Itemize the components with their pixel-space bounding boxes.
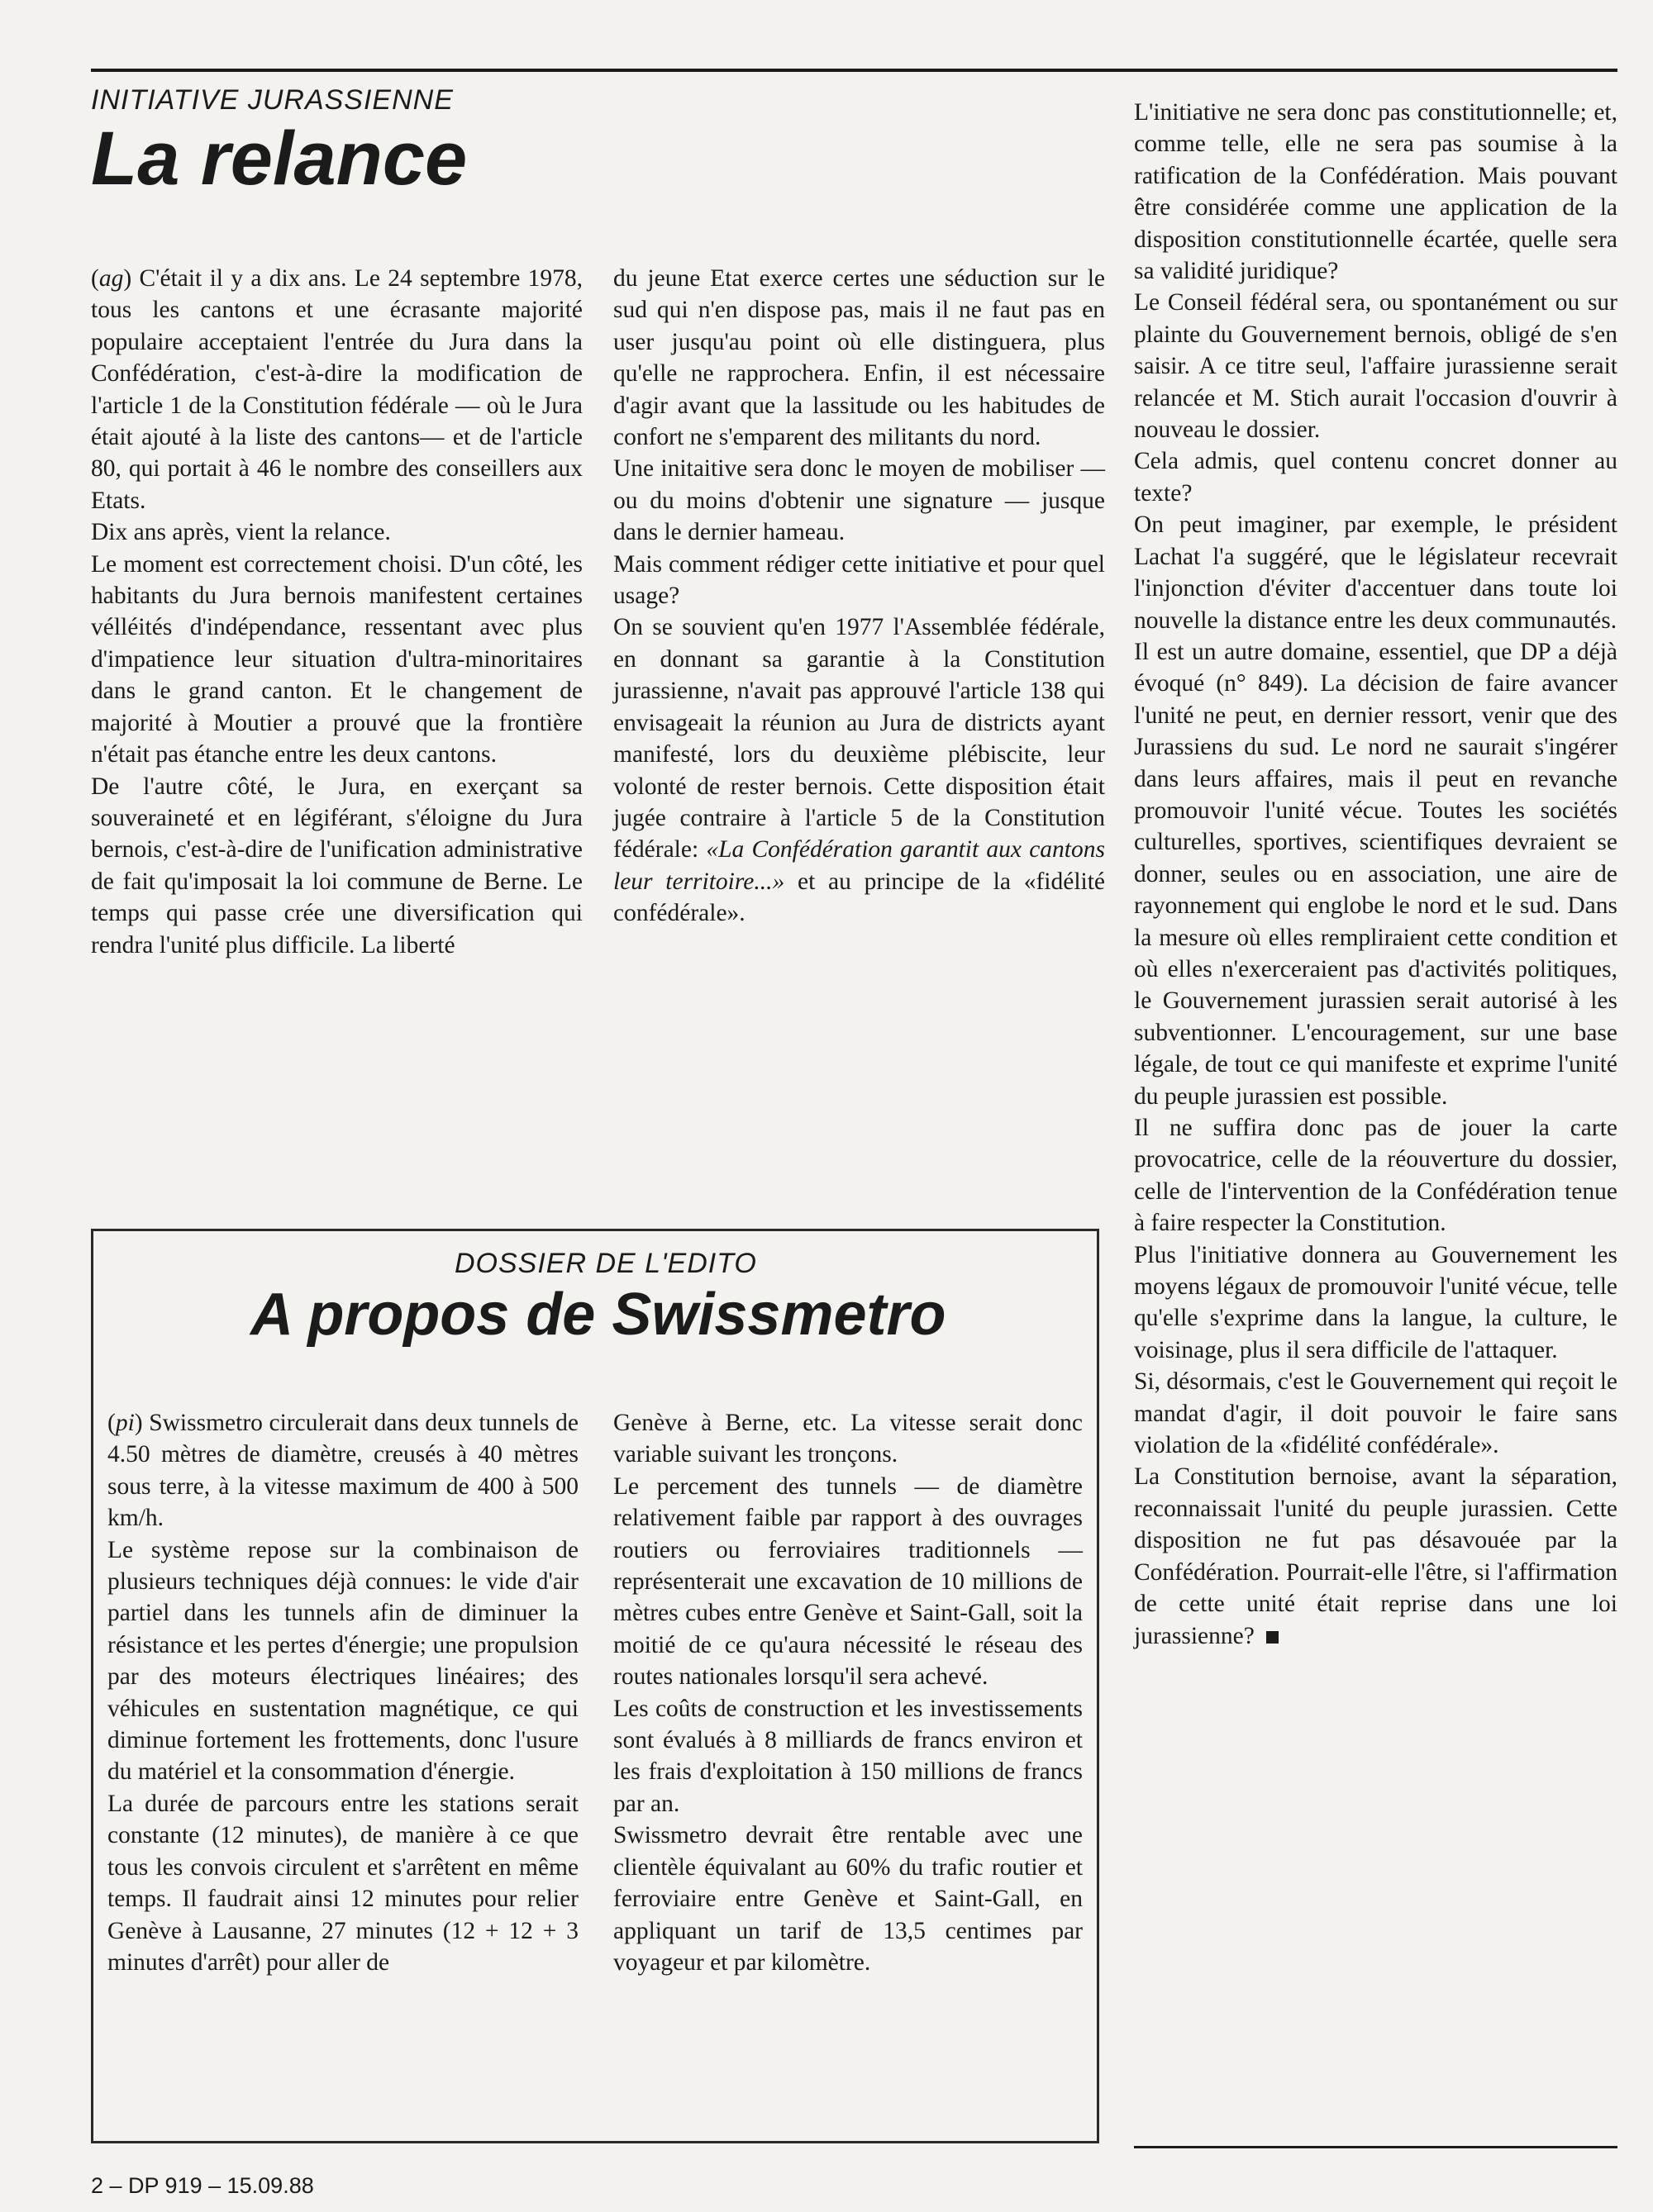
paragraph [613,1693,1083,1820]
article1-title: La relance [91,117,468,201]
paragraph: (ag) C'était il y a dix ans. Le 24 septembre 1978, tous les cantons et une écrasante majorité populaire acceptaient l'entrée du Jura dans la Confédération, c'est-à-dire la modification de l'article 1 de la Constitution fédérale — où le Jura était ajouté à la liste des cantons— et de l'article 80, qui portait à 46 le nombre des conseillers aux Etats. [91,265,583,514]
article2-kicker: DOSSIER DE L'EDITO [455,1248,757,1279]
paragraph [613,611,1105,929]
paragraph [91,516,583,548]
article1-column-1 [91,263,583,961]
paragraph [1134,1461,1617,1651]
author-initials: pi [115,1410,135,1436]
end-of-article-mark [1266,1631,1279,1644]
paragraph-text: Le moment est correctement choisi. D'un côté, les habitants du Jura bernois manifestent certaines vélléités d'indépendance, ressentant avec plus d'impatience leur situation d'ultra-minoritaires dans le grand canton. Et le changement de majorité à Moutier a prouvé que la frontière n'était pas étanche entre les deux cantons. [91,550,583,768]
paragraph-text: Dix ans après, vient la relance. [91,519,391,546]
paragraph [613,1820,1083,1978]
paragraph-text: Une initaitive sera donc le moyen de mobiliser — ou du moins d'obtenir une signature — jusque dans le dernier hameau. [613,455,1105,546]
paragraph [91,549,583,771]
paragraph-text: du jeune Etat exerce certes une séduction sur le sud qui n'en dispose pas, mais il ne faut pas en user jusqu'au point où elle distinguera, plus qu'elle ne rapprochera. Enfin, il est nécessaire d'agir avant que la lassitude ou les habitudes de confort ne s'emparent des militants du nord. [613,265,1105,451]
paragraph [1134,1112,1617,1239]
paragraph [107,1788,579,1978]
paragraph-text: Il est un autre domaine, essentiel, que DP a déjà évoqué (n° 849). La décision de faire avancer l'unité ne peut, en dernier ressort, venir que des Jurassiens du sud. Le nord ne saurait s'ingérer dans leurs affaires, mais il peut en revanche promouvoir l'unité vécue. Toutes les sociétés culturelles, sportives, scientifiques devraient se donner, seules ou en association, une aire de rayonnement qui englobe le nord et le sud. Dans la mesure où elles rempliraient cette condition et où elles n'exerceraient pas d'activités politiques, le Gouvernement jurassien serait autorisé à les subventionner. L'encouragement, sur une base légale, de tout ce qui manifeste et exprime l'unité du peuple jurassien est possible. [1134,638,1617,1110]
paragraph-text: De l'autre côté, le Jura, en exerçant sa souveraineté et en légiférant, s'éloigne du Jura bernois, c'est-à-dire de l'unification administrative de fait qu'imposait la loi commune de Berne. Le temps qui passe crée une diversification qui rendra l'unité plus difficile. La liberté [91,773,583,959]
paragraph [1134,445,1617,509]
paragraph-text: Il ne suffira donc pas de jouer la carte provocatrice, celle de la réouverture du dossier, celle de l'intervention de la Confédération tenue à faire respecter la Constitution. [1134,1115,1617,1237]
paragraph [613,1471,1083,1693]
paragraph-text: Si, désormais, c'est le Gouvernement qui reçoit le mandat d'agir, il doit pouvoir le faire sans violation de la «fidélité confédérale». [1134,1368,1617,1459]
paragraph [1134,287,1617,445]
article1-kicker: INITIATIVE JURASSIENNE [91,84,454,116]
paragraph-text: Mais comment rédiger cette initiative et pour quel usage? [613,550,1105,610]
paragraph-text: Plus l'initiative donnera au Gouvernement les moyens légaux de promouvoir l'unité vécue, telle qu'elle s'exprime dans la langue, la culture, le voisinage, plus il sera difficile de l'attaquer. [1134,1241,1617,1363]
paragraph [613,549,1105,612]
paragraph-text: Cela admis, quel contenu concret donner au texte? [1134,448,1617,507]
paragraph [1134,97,1617,287]
paragraph [1134,1239,1617,1367]
paragraph [1134,636,1617,1112]
author-initials: ag [98,265,124,292]
paragraph-text: L'initiative ne sera donc pas constitutionnelle; et, comme telle, elle ne sera pas soumise à la ratification de la Confédération. Mais pouvant être considérée comme une application de la disposition constitutionnelle écartée, quelle sera sa validité juridique? [1134,99,1617,285]
quotation: «La Confédération garantit aux cantons leur territoire...» [613,836,1105,895]
paragraph [613,453,1105,548]
paragraph-text: La Constitution bernoise, avant la séparation, reconnaissait l'unité du peuple jurassien. Cette disposition ne fut pas désavouée par la Confédération. Pourrait-elle l'être, si l'affirmation de cette unité était reprise dans une loi jurassienne? [1134,1463,1617,1649]
article1-column-2 [613,263,1105,930]
paragraph: (pi) Swissmetro circulerait dans deux tunnels de 4.50 mètres de diamètre, creusés à 40 mètres sous terre, à la vitesse maximum de 400 à 500 km/h. [107,1410,579,1532]
article2-title: A propos de Swissmetro [250,1282,946,1348]
paragraph-text: On se souvient qu'en 1977 l'Assemblée fédérale, en donnant sa garantie à la Constitution jurassienne, n'avait pas approuvé l'article 138 qui envisageait la réunion au Jura de districts ayant manifesté, lors du deuxième plébiscite, leur volonté de rester bernois. Cette disposition était jugée contraire à l'article 5 de la Constitution fédérale: [613,614,1105,863]
paragraph-text: et au principe de la «fidélité confédérale». [613,868,1106,927]
bottom-rule [1134,2146,1617,2148]
paragraph-text: Le système repose sur la combinaison de plusieurs techniques déjà connues: le vide d'air partiel dans les tunnels afin de diminuer la résistance et les pertes d'énergie; une propulsion par des moteurs électriques linéaires; des véhicules en sustentation magnétique, ce qui diminue fortement les frottements, donc l'usure du matériel et la consommation d'énergie. [107,1536,579,1786]
paragraph-text: C'était il y a dix ans. Le 24 septembre 1978, tous les cantons et une écrasante majorité populaire acceptaient l'entrée du Jura dans la Confédération, c'est-à-dire la modification de l'article 1 de la Constitution fédérale — où le Jura était ajouté à la liste des cantons— et de l'article 80, qui portait à 46 le nombre des conseillers aux Etats. [91,265,583,514]
paragraph-text: Swissmetro circulerait dans deux tunnels de 4.50 mètres de diamètre, creusés à 40 mètres sous terre, à la vitesse maximum de 400 à 500 km/h. [107,1410,579,1532]
article1-column-3 [1134,97,1617,1652]
paragraph-text: Le percement des tunnels — de diamètre relativement faible par rapport à des ouvrages routiers ou ferroviaires traditionnels — représenterait une excavation de 10 millions de mètres cubes entre Genève et Saint-Gall, soit la moitié de ce qu'aura nécessité le réseau des routes nationales lorsqu'il sera achevé. [613,1472,1083,1691]
top-rule [91,69,1617,72]
paragraph-text: Les coûts de construction et les investissements sont évalués à 8 milliards de francs environ et les frais d'exploitation à 150 millions de francs par an. [613,1695,1083,1817]
paragraph [91,771,583,961]
paragraph-text: Le Conseil fédéral sera, ou spontanément ou sur plainte du Gouvernement bernois, obligé de s'en saisir. A ce titre seul, l'affaire jurassienne serait relancée et M. Stich aurait l'occasion d'ouvrir à nouveau le dossier. [1134,289,1617,444]
paragraph [613,263,1105,453]
paragraph [613,1407,1083,1471]
paragraph-text: La durée de parcours entre les stations serait constante (12 minutes), de manière à ce que tous les convois circulent et s'arrêtent en même temps. Il faudrait ainsi 12 minutes pour relier Genève à Lausanne, 27 minutes (12 + 12 + 3 minutes d'arrêt) pour aller de [107,1790,579,1976]
paragraph-text: Swissmetro devrait être rentable avec une clientèle équivalant au 60% du trafic routier et ferroviaire entre Genève et Saint-Gall, en appliquant un tarif de 13,5 centimes par voyageur et par kilomètre. [613,1822,1083,1976]
paragraph-text: Genève à Berne, etc. La vitesse serait donc variable suivant les tronçons. [613,1410,1083,1468]
page-folio: 2 – DP 919 – 15.09.88 [91,2173,314,2198]
article2-column-1 [107,1407,579,1978]
article2-column-2 [613,1407,1083,1978]
paragraph [1134,1366,1617,1461]
paragraph-text: On peut imaginer, par exemple, le président Lachat l'a suggéré, que le législateur recevrait l'injonction d'éviter d'accentuer dans toute loi nouvelle la distance entre les deux communautés. [1134,511,1617,634]
paragraph [107,1534,579,1788]
paragraph [1134,509,1617,636]
